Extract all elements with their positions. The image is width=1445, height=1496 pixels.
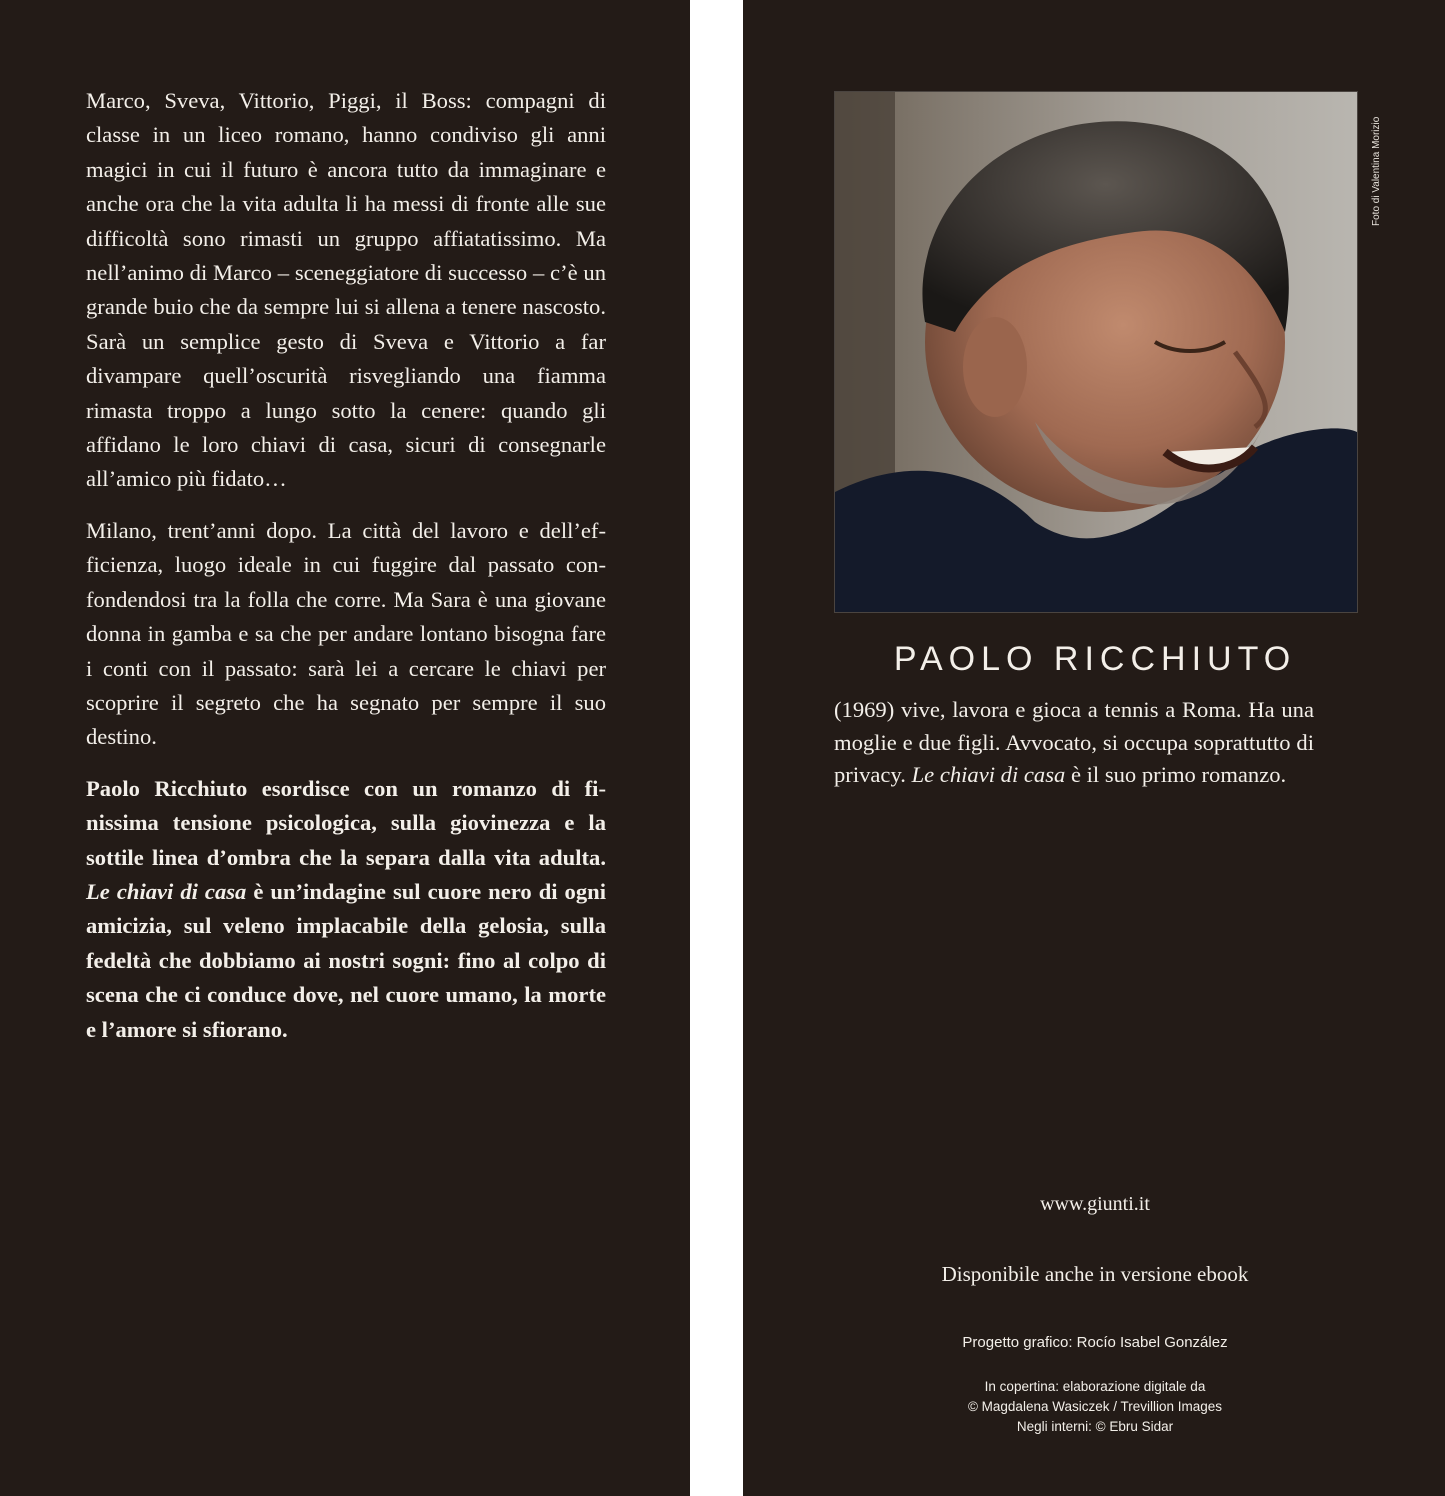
synopsis-text	[86, 84, 606, 1064]
right-flap	[743, 0, 1445, 1496]
synopsis-paragraph-2: Milano, trent’anni dopo. La città del lavoro e dell’efficienza, luogo ideale in cui fuggire dal passato confondendosi tra la folla che corre. Ma Sara è una giovane donna in gamba e sa che per andare lontano bisogna fare i conti con il passato: sarà lei a cercare le chiavi per scoprire il segreto che ha segnato per sempre il suo destino.	[86, 517, 606, 750]
synopsis-p3-start: Paolo Ricchiuto esordisce con un romanzo di finissima tensione psicologica, sulla giovinezza e la sottile linea d’ombra che la separa dalla vita adulta.	[86, 775, 606, 870]
bio-book-title: Le chiavi di casa	[911, 762, 1066, 787]
cover-credit-line-3: Negli interni: © Ebru Sidar	[1016, 1419, 1174, 1434]
ebook-availability: Disponibile anche in versione ebook	[941, 1262, 1249, 1286]
cover-credits	[834, 1377, 1356, 1437]
left-flap	[0, 0, 690, 1496]
publisher-website: www.giunti.it	[1040, 1193, 1150, 1215]
bio-end: è il suo primo romanzo.	[1065, 762, 1287, 787]
synopsis-paragraph-1: Marco, Sveva, Vittorio, Piggi, il Boss: compagni di classe in un liceo romano, hanno condiviso gli anni magici in cui il futuro è ancora tutto da immaginare e anche ora che la vita adulta li ha messi di fronte alle sue difficoltà sono rimasti un gruppo affiatatissimo. Ma nell’animo di Marco – sceneggiatore di successo – c’è un grande buio che da sempre lui si allena a tenere nascosto. Sarà un semplice gesto di Sveva e Vittorio a far divampare quell’oscurità risvegliando una fiamma rimasta troppo a lungo sotto la cenere: quando gli affidano le loro chiavi di casa, sicuri di consegnarle all’amico più fidato…	[86, 88, 606, 492]
design-credit: Progetto grafico: Rocío Isabel González	[962, 1334, 1228, 1351]
synopsis-p3-end: è un’indagine sul cuore nero di ogni amicizia, sul veleno implacabile della gelosia, sulla fedeltà che dobbiamo ai nostri sogni: fino al colpo di scena che ci conduce dove, nel cuore umano, la morte e l’amore si sfiorano.	[86, 878, 606, 1042]
cover-credit-line-2: © Magdalena Wasiczek / Trevillion Images	[967, 1399, 1223, 1414]
book-title-inline: Le chiavi di casa	[86, 878, 247, 904]
author-bio	[834, 694, 1314, 792]
synopsis-paragraph-3	[86, 772, 606, 1047]
author-photo	[834, 91, 1358, 613]
cover-credit-line-1: In copertina: elaborazione digitale da	[984, 1379, 1206, 1394]
author-name: PAOLO RICCHIUTO	[893, 640, 1297, 678]
photo-credit: Foto di Valentina Morizio	[1371, 116, 1382, 226]
bio-start: (1969) vive, lavora e gioca a tennis a Roma. Ha una moglie e due figli. Avvocato, si occupa soprattutto di privacy.	[834, 697, 1314, 787]
author-portrait-illustration	[835, 92, 1357, 612]
